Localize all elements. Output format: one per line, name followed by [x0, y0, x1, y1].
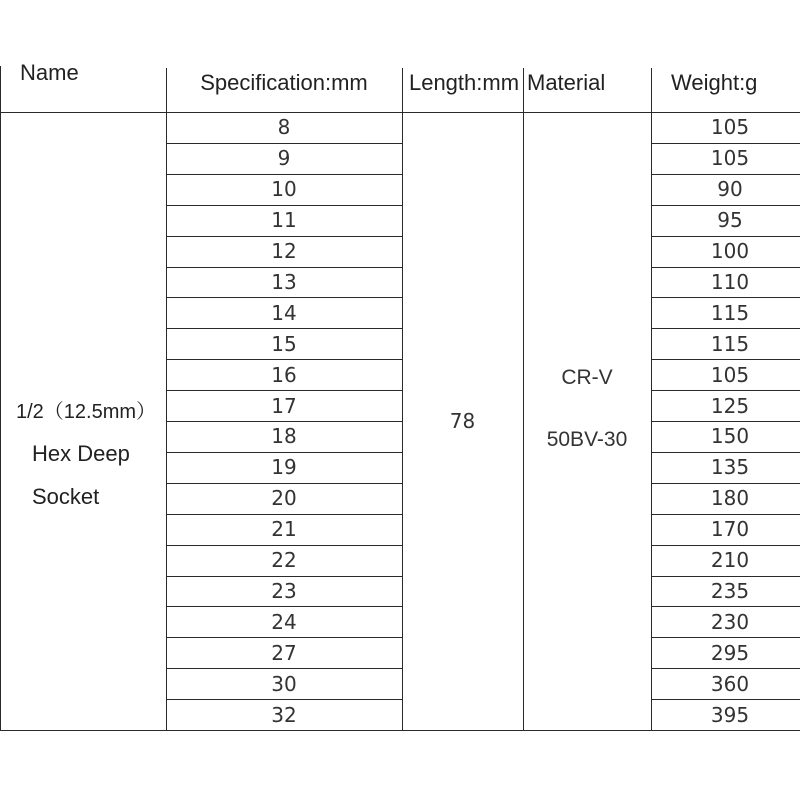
weight-row-divider — [651, 267, 800, 268]
spec-row-divider — [166, 576, 402, 577]
weight-cell: 135 — [710, 455, 750, 480]
material-line1: CR-V — [561, 366, 613, 389]
weight-row-divider — [651, 143, 800, 144]
weight-cell: 395 — [710, 702, 750, 727]
spec-row-divider — [166, 297, 402, 298]
table-bottom-border — [0, 730, 800, 731]
weight-row-divider — [651, 452, 800, 453]
weight-cell: 115 — [710, 300, 750, 325]
spec-row-divider — [166, 606, 402, 607]
weight-cell: 210 — [710, 548, 750, 573]
weight-cell: 180 — [710, 486, 750, 511]
spec-row-divider — [166, 390, 402, 391]
weight-row-divider — [651, 637, 800, 638]
spec-cell: 14 — [271, 300, 297, 325]
spec-row-divider — [166, 236, 402, 237]
product-name-line1: Hex Deep — [32, 441, 130, 466]
spec-row-divider — [166, 545, 402, 546]
spec-cell: 8 — [277, 115, 291, 140]
spec-cell: 9 — [277, 146, 291, 171]
weight-row-divider — [651, 297, 800, 298]
weight-row-divider — [651, 483, 800, 484]
header-material: Material — [527, 70, 606, 95]
weight-cell: 235 — [710, 578, 750, 603]
weight-row-divider — [651, 359, 800, 360]
weight-row-divider — [651, 174, 800, 175]
spec-cell: 13 — [271, 269, 297, 294]
spec-cell: 16 — [271, 362, 297, 387]
spec-row-divider — [166, 637, 402, 638]
header-length: Length:mm — [408, 70, 520, 95]
weight-cell: 105 — [710, 146, 750, 171]
weight-row-divider — [651, 236, 800, 237]
weight-row-divider — [651, 328, 800, 329]
spec-cell: 27 — [271, 640, 297, 665]
header-name: Name — [20, 60, 79, 85]
spec-cell: 21 — [271, 517, 297, 542]
left-border — [0, 66, 1, 731]
col-divider-length — [523, 68, 524, 731]
spec-cell: 15 — [271, 331, 297, 356]
spec-cell: 23 — [271, 578, 297, 603]
spec-row-divider — [166, 205, 402, 206]
weight-row-divider — [651, 606, 800, 607]
weight-row-divider — [651, 576, 800, 577]
spec-cell: 24 — [271, 609, 297, 634]
length-value: 78 — [449, 409, 476, 433]
weight-row-divider — [651, 205, 800, 206]
spec-cell: 10 — [271, 177, 297, 202]
spec-row-divider — [166, 668, 402, 669]
product-name-line2: Socket — [32, 484, 100, 509]
product-size: 1/2（12.5mm） — [16, 401, 157, 423]
weight-cell: 360 — [710, 671, 750, 696]
weight-row-divider — [651, 390, 800, 391]
weight-cell: 105 — [710, 115, 750, 140]
weight-row-divider — [651, 668, 800, 669]
weight-cell: 150 — [710, 424, 750, 449]
spec-row-divider — [166, 143, 402, 144]
weight-cell: 100 — [710, 239, 750, 264]
header-specification: Specification:mm — [200, 70, 368, 95]
spec-row-divider — [166, 699, 402, 700]
spec-row-divider — [166, 421, 402, 422]
spec-row-divider — [166, 452, 402, 453]
spec-cell: 32 — [271, 702, 297, 727]
weight-cell: 115 — [710, 331, 750, 356]
spec-row-divider — [166, 483, 402, 484]
weight-cell: 230 — [710, 609, 750, 634]
weight-cell: 105 — [710, 362, 750, 387]
spec-row-divider — [166, 359, 402, 360]
weight-row-divider — [651, 421, 800, 422]
spec-cell: 17 — [271, 393, 297, 418]
spec-cell: 11 — [271, 208, 297, 233]
weight-cell: 95 — [717, 208, 743, 233]
weight-cell: 90 — [717, 177, 743, 202]
spec-cell: 12 — [271, 239, 297, 264]
spec-cell: 30 — [271, 671, 297, 696]
spec-cell: 20 — [271, 486, 297, 511]
material-line2: 50BV-30 — [546, 428, 628, 451]
weight-cell: 170 — [710, 517, 750, 542]
weight-cell: 125 — [710, 393, 750, 418]
spec-cell: 19 — [271, 455, 297, 480]
spec-cell: 22 — [271, 548, 297, 573]
weight-cell: 110 — [710, 269, 750, 294]
weight-row-divider — [651, 699, 800, 700]
weight-row-divider — [651, 545, 800, 546]
spec-cell: 18 — [271, 424, 297, 449]
weight-cell: 295 — [710, 640, 750, 665]
header-weight: Weight:g — [671, 70, 758, 95]
spec-row-divider — [166, 514, 402, 515]
col-divider-spec — [402, 68, 403, 731]
spec-row-divider — [166, 328, 402, 329]
spec-row-divider — [166, 174, 402, 175]
spec-row-divider — [166, 267, 402, 268]
weight-row-divider — [651, 514, 800, 515]
